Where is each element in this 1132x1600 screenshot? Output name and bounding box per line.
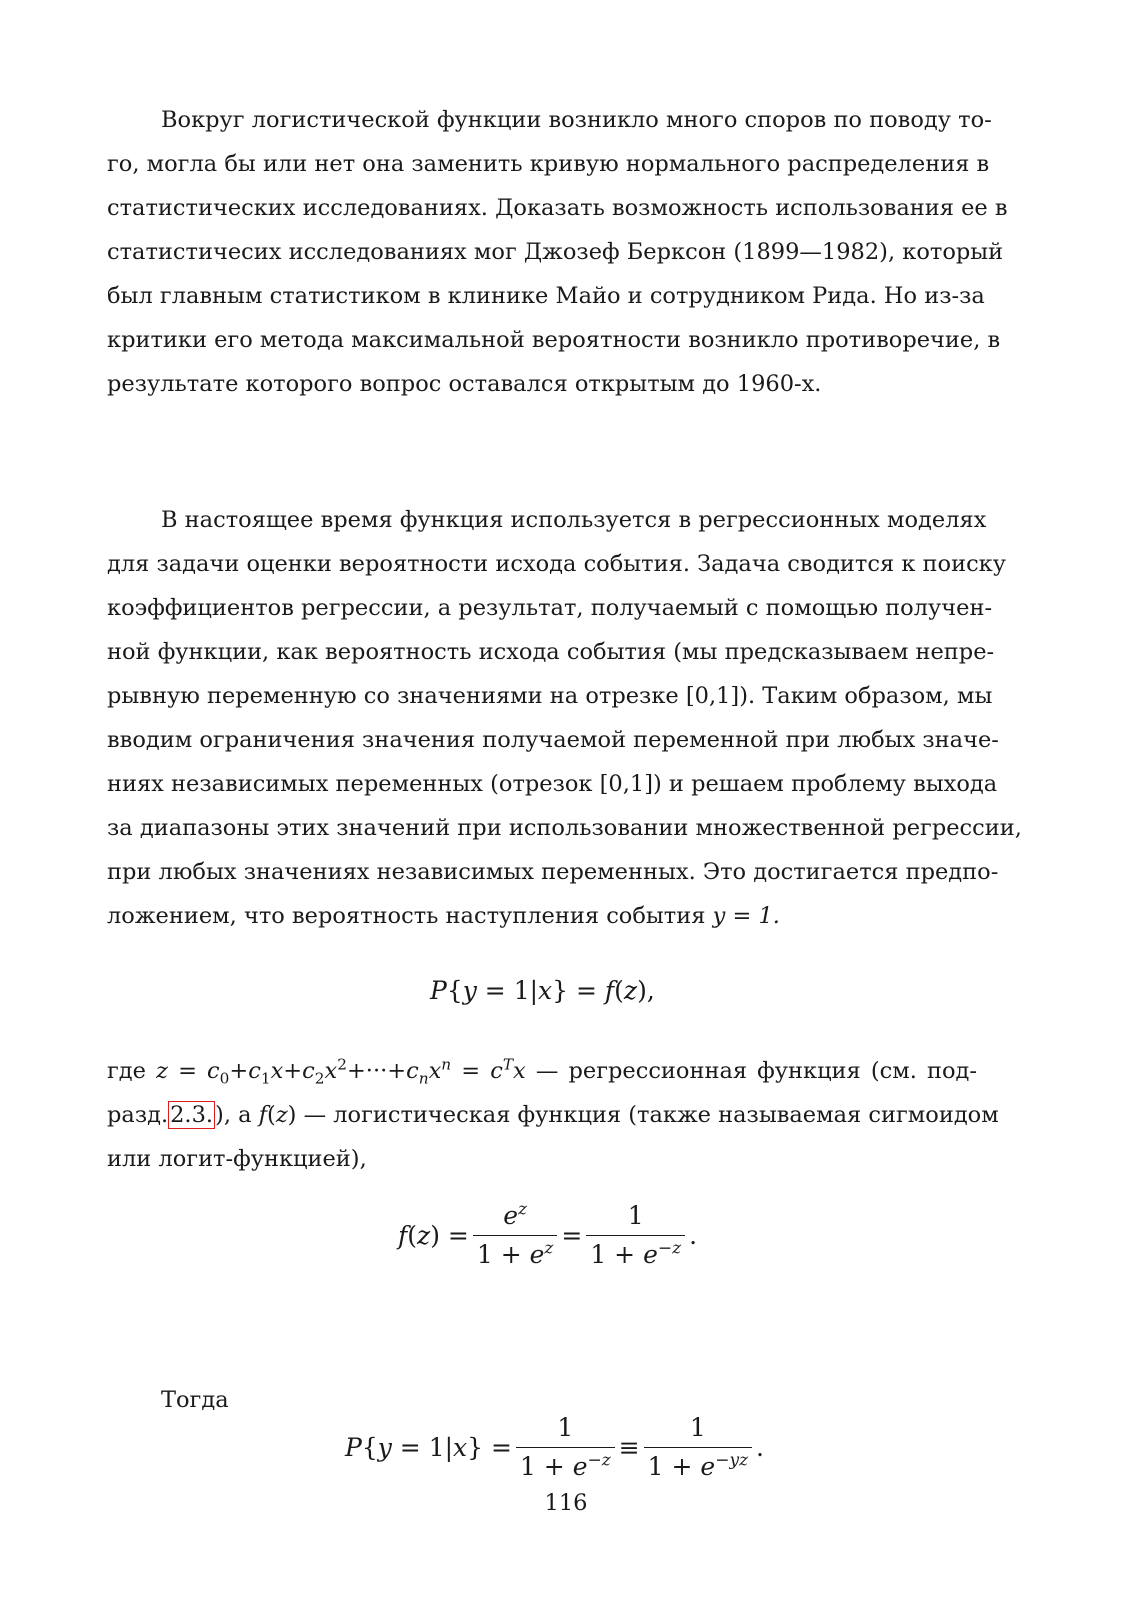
eq-var-y: y bbox=[462, 976, 477, 1005]
inline-math-fz: f(z) bbox=[258, 1102, 297, 1128]
paragraph-line: или логит-функцией), bbox=[107, 1146, 367, 1172]
paragraph-text: ), а bbox=[215, 1102, 252, 1128]
paragraph-text: ложением, что вероятность наступления события bbox=[107, 903, 706, 929]
fraction-one-over bbox=[516, 1412, 615, 1483]
fraction-denominator: $1 + e^{-z}$ bbox=[516, 1447, 615, 1483]
eq-var-x: x bbox=[538, 976, 553, 1005]
fraction-one-over-yz bbox=[644, 1412, 752, 1483]
eq-var-z: z bbox=[623, 976, 638, 1005]
eq3-equiv: ≡ bbox=[618, 1433, 640, 1462]
fraction-denominator: $1 + e^{-yz}$ bbox=[644, 1447, 752, 1483]
paragraph-line: за диапазоны этих значений при использовании множественной регрессии, bbox=[107, 815, 1022, 841]
eq2-equals: = bbox=[561, 1221, 583, 1250]
paragraph-line: был главным статистиком в клинике Майо и сотрудником Рида. Но из-за bbox=[107, 283, 985, 309]
paragraph-text: разд. bbox=[107, 1102, 169, 1128]
section-reference-link[interactable]: 2.3. bbox=[170, 1102, 214, 1128]
paragraph-line: Вокруг логистической функции возникло много споров по поводу то- bbox=[161, 107, 992, 133]
eq-func-f: f bbox=[604, 976, 615, 1005]
inline-math-regression: $z = c_0+c_1x+c_2x^2+\cdot\cdot\cdot+c_nx^n = c^Tx$ bbox=[156, 1055, 526, 1088]
paragraph-line: статистичесих исследованиях мог Джозеф Берксон (1899—1982), который bbox=[107, 239, 1004, 265]
fraction-one-over bbox=[586, 1200, 685, 1271]
eq-lhs-p: P bbox=[430, 976, 447, 1005]
paragraph-line: В настоящее время функция используется в регрессионных моделях bbox=[161, 507, 987, 533]
paragraph-line: ной функции, как вероятность исхода события (мы предсказываем непре- bbox=[107, 639, 995, 665]
eq-lhs-open: { bbox=[446, 976, 463, 1005]
paragraph-line: критики его метода максимальной вероятности возникло противоречие, в bbox=[107, 327, 1001, 353]
paragraph-line bbox=[107, 894, 977, 938]
paragraph-4: Тогда bbox=[161, 1387, 229, 1413]
paragraph-line: статистических исследованиях. Доказать возможность использования ее в bbox=[107, 195, 1008, 221]
equation-logistic bbox=[398, 1200, 697, 1271]
paragraph-line: го, могла бы или нет она заменить кривую нормального распределения в bbox=[107, 151, 990, 177]
eq3-lhs: P{y = 1|x} = bbox=[345, 1433, 512, 1462]
fraction-numerator: 1 bbox=[689, 1413, 706, 1442]
equation-probability bbox=[430, 976, 655, 1005]
paragraph-text: где bbox=[107, 1058, 146, 1084]
paragraph-text: — регрессионная функция (см. под- bbox=[535, 1058, 978, 1084]
inline-math: y = 1. bbox=[712, 903, 780, 929]
paragraph-line bbox=[107, 1093, 999, 1137]
equation-probability-result bbox=[345, 1412, 764, 1483]
eq3-period: . bbox=[756, 1433, 764, 1462]
paragraph-line: при любых значениях независимых переменных. Это достигается предпо- bbox=[107, 859, 999, 885]
fraction-denominator: $1 + e^{-z}$ bbox=[586, 1235, 685, 1271]
paragraph-text: — логистическая функция (также называемая сигмоидом bbox=[303, 1102, 999, 1128]
page-number: 116 bbox=[544, 1490, 588, 1516]
paragraph-line: для задачи оценки вероятности исхода события. Задача сводится к поиску bbox=[107, 551, 1006, 577]
paragraph-line bbox=[107, 1049, 977, 1093]
eq-open-paren: ( bbox=[614, 976, 624, 1005]
paragraph-line: вводим ограничения значения получаемой переменной при любых значе- bbox=[107, 727, 999, 753]
fraction-numerator: $e^z$ bbox=[503, 1199, 527, 1230]
fraction-ez bbox=[473, 1200, 558, 1271]
paragraph-line: рывную переменную со значениями на отрезке [0,1]). Таким образом, мы bbox=[107, 683, 993, 709]
paragraph-line: ниях независимых переменных (отрезок [0,1]) и решаем проблему выхода bbox=[107, 771, 998, 797]
fraction-numerator: 1 bbox=[557, 1413, 574, 1442]
eq-lhs-close: } = bbox=[552, 976, 605, 1005]
paragraph-line: результате которого вопрос оставался открытым до 1960-х. bbox=[107, 371, 822, 397]
eq2-period: . bbox=[689, 1221, 698, 1250]
fraction-denominator: $1 + e^z$ bbox=[473, 1235, 558, 1271]
eq-eq-one: = 1| bbox=[476, 976, 539, 1005]
eq-close-paren: ), bbox=[637, 976, 655, 1005]
eq2-lhs: f(z) = bbox=[398, 1221, 469, 1250]
paragraph-line: коэффициентов регрессии, а результат, получаемый с помощью получен- bbox=[107, 595, 993, 621]
fraction-numerator: 1 bbox=[627, 1201, 644, 1230]
